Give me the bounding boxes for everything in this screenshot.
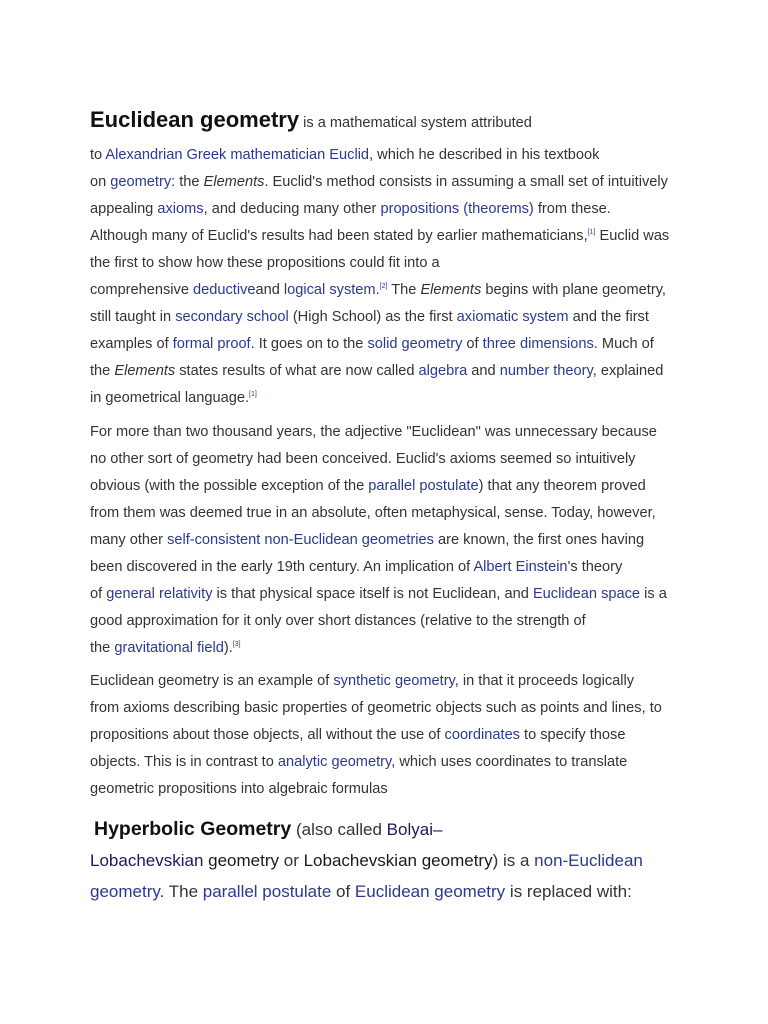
link-gravitational-field[interactable]: gravitational field xyxy=(114,640,224,656)
link-secondary-school[interactable]: secondary school xyxy=(175,309,289,325)
p1-line-3: on geometry: the Elements. Euclid's method consists in assuming a small set of intuitively xyxy=(90,174,668,190)
p1-line-1: Euclidean geometry is a mathematical system attributed xyxy=(90,107,532,132)
citation-1b[interactable]: [1] xyxy=(249,391,257,398)
section-heading: Hyperbolic Geometry xyxy=(94,818,292,840)
link-parallel-postulate[interactable]: parallel postulate xyxy=(368,478,479,494)
p1-line-10: the Elements states results of what are now called algebra and number theory, explained xyxy=(90,363,664,379)
p1-line-2: to Alexandrian Greek mathematician Euclid, which he described in his textbook xyxy=(90,147,600,163)
citation-2[interactable]: [2] xyxy=(379,283,388,290)
link-euclid[interactable]: Alexandrian Greek mathematician Euclid xyxy=(105,147,370,163)
p4-line-3: geometry. The parallel postulate of Euclidean geometry is replaced with: xyxy=(90,882,632,901)
p1-line-6: the first to show how these propositions could fit into a xyxy=(90,255,440,271)
link-analytic-geometry[interactable]: analytic geometry xyxy=(277,754,392,770)
link-lobachevskian[interactable]: Lobachevskian xyxy=(90,851,204,870)
link-propositions[interactable]: propositions (theorems) xyxy=(380,201,534,217)
link-solid-geometry[interactable]: solid geometry xyxy=(367,336,463,352)
link-geometry-2[interactable]: geometry xyxy=(90,882,160,901)
link-parallel-postulate-2[interactable]: parallel postulate xyxy=(202,882,332,901)
link-logical-system[interactable]: logical system xyxy=(283,282,376,298)
link-number-theory[interactable]: number theory xyxy=(499,363,593,379)
p2-line-7: of general relativity is that physical space itself is not Euclidean, and Euclidean space is a xyxy=(90,586,667,602)
p3-line-4: objects. This is in contrast to analytic geometry, which uses coordinates to translate xyxy=(90,754,628,770)
link-albert-einstein[interactable]: Albert Einstein xyxy=(473,559,568,575)
p3-line-5: geometric propositions into algebraic formulas xyxy=(90,781,388,797)
link-general-relativity[interactable]: general relativity xyxy=(106,586,213,602)
link-deductive[interactable]: deductive xyxy=(193,282,256,298)
link-euclidean-space[interactable]: Euclidean space xyxy=(532,586,641,602)
p1-line-5: Although many of Euclid's results had been stated by earlier mathematicians,[1] Euclid was xyxy=(90,228,670,244)
p2-line-9: the gravitational field).[3] xyxy=(90,640,241,656)
link-formal-proof[interactable]: formal proof xyxy=(172,336,251,352)
citation-3[interactable]: [3] xyxy=(232,641,241,648)
p1-line-4: appealing axioms, and deducing many other propositions (theorems) from these. xyxy=(90,201,611,217)
citation-1[interactable]: [1] xyxy=(587,229,596,236)
link-axioms[interactable]: axioms xyxy=(157,201,204,217)
p2-line-4: from them was deemed true in an absolute, often metaphysical, sense. Today, however, xyxy=(90,505,656,521)
p2-line-1: For more than two thousand years, the adjective "Euclidean" was unnecessary because xyxy=(90,424,657,440)
link-algebra[interactable]: algebra xyxy=(418,363,468,379)
link-geometry[interactable]: geometry xyxy=(110,174,172,190)
p2-line-5: many other self-consistent non-Euclidean geometries are known, the first ones having xyxy=(90,532,645,548)
p2-line-2: no other sort of geometry had been conceived. Euclid's axioms seemed so intuitively xyxy=(90,451,636,467)
article-title: Euclidean geometry xyxy=(90,107,300,132)
p3-line-1: Euclidean geometry is an example of synthetic geometry, in that it proceeds logically xyxy=(90,673,635,689)
p2-line-6: been discovered in the early 19th century. An implication of Albert Einstein's theory xyxy=(90,559,623,575)
p3-line-2: from axioms describing basic properties of geometric objects such as points and lines, to xyxy=(90,700,662,716)
link-coordinates[interactable]: coordinates xyxy=(444,727,520,743)
link-non-euclidean[interactable]: non-Euclidean xyxy=(534,851,643,870)
link-euclidean-geometry[interactable]: Euclidean geometry xyxy=(354,882,506,901)
p4-line-1: Hyperbolic Geometry (also called Bolyai– xyxy=(94,818,443,840)
p4-line-2: Lobachevskian geometry or Lobachevskian geometry) is a non-Euclidean xyxy=(90,851,643,870)
p1-line-11: in geometrical language.[1] xyxy=(90,390,257,406)
p1-line-7: comprehensive deductiveand logical system.[2] The Elements begins with plane geometry, xyxy=(90,282,666,298)
p2-line-8: good approximation for it only over short distances (relative to the strength of xyxy=(90,613,586,629)
link-non-euclidean-geometries[interactable]: self-consistent non-Euclidean geometries xyxy=(167,532,434,548)
p1-line-9: examples of formal proof. It goes on to the solid geometry of three dimensions. Much of xyxy=(90,336,654,352)
p3-line-3: propositions about those objects, all without the use of coordinates to specify those xyxy=(90,727,626,743)
lobachevskian-geometry-term: Lobachevskian geometry xyxy=(303,851,493,870)
link-axiomatic-system[interactable]: axiomatic system xyxy=(456,309,569,325)
link-bolyai[interactable]: Bolyai– xyxy=(386,820,443,839)
p2-line-3: obvious (with the possible exception of the parallel postulate) that any theorem proved xyxy=(90,478,646,494)
link-three-dimensions[interactable]: three dimensions xyxy=(482,336,594,352)
p1-line-8: still taught in secondary school (High School) as the first axiomatic system and the first xyxy=(90,309,649,325)
link-synthetic-geometry[interactable]: synthetic geometry xyxy=(333,673,455,689)
